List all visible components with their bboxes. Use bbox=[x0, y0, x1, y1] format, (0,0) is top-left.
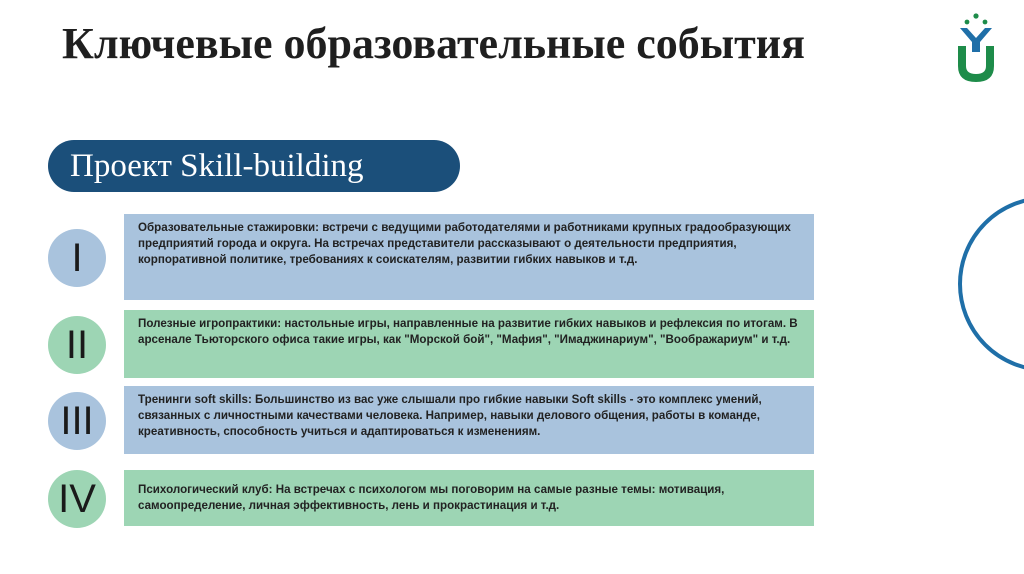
event-description: Психологический клуб: На встречах с психологом мы поговорим на самые разные темы: мотивация, самоопределение, личная эффективность, лень и прокрастинация и т.д. bbox=[124, 470, 814, 526]
event-description: Полезные игропрактики: настольные игры, направленные на развитие гибких навыков и рефлексия по итогам. В арсенале Тьюторского офиса такие игры, как "Морской бой", "Мафия", "Имаджинариум", "Воображариум" и т.д. bbox=[124, 310, 814, 378]
event-description: Тренинги soft skills: Большинство из вас уже слышали про гибкие навыки Soft skills - это комплекс умений, связанных с личностными качествами человека. Например, навыки делового общения, работы в команде, креативность, способность учиться и адаптироваться к изменениям. bbox=[124, 386, 814, 454]
project-badge: Проект Skill-building bbox=[48, 140, 460, 192]
page-title: Ключевые образовательные события bbox=[62, 19, 805, 68]
numeral-circle: IV bbox=[48, 470, 106, 528]
numeral-circle: II bbox=[48, 316, 106, 374]
numeral-circle: I bbox=[48, 229, 106, 287]
university-logo-icon bbox=[952, 12, 1000, 84]
decorative-circle bbox=[958, 196, 1024, 372]
event-description: Образовательные стажировки: встречи с ведущими работодателями и работниками крупных градообразующих предприятий города и округа. На встречах представители рассказывают о деятельности предприятия, корпоративной политике, требованиях к соискателям, развитии гибких навыков и т.д. bbox=[124, 214, 814, 300]
numeral-circle: III bbox=[48, 392, 106, 450]
